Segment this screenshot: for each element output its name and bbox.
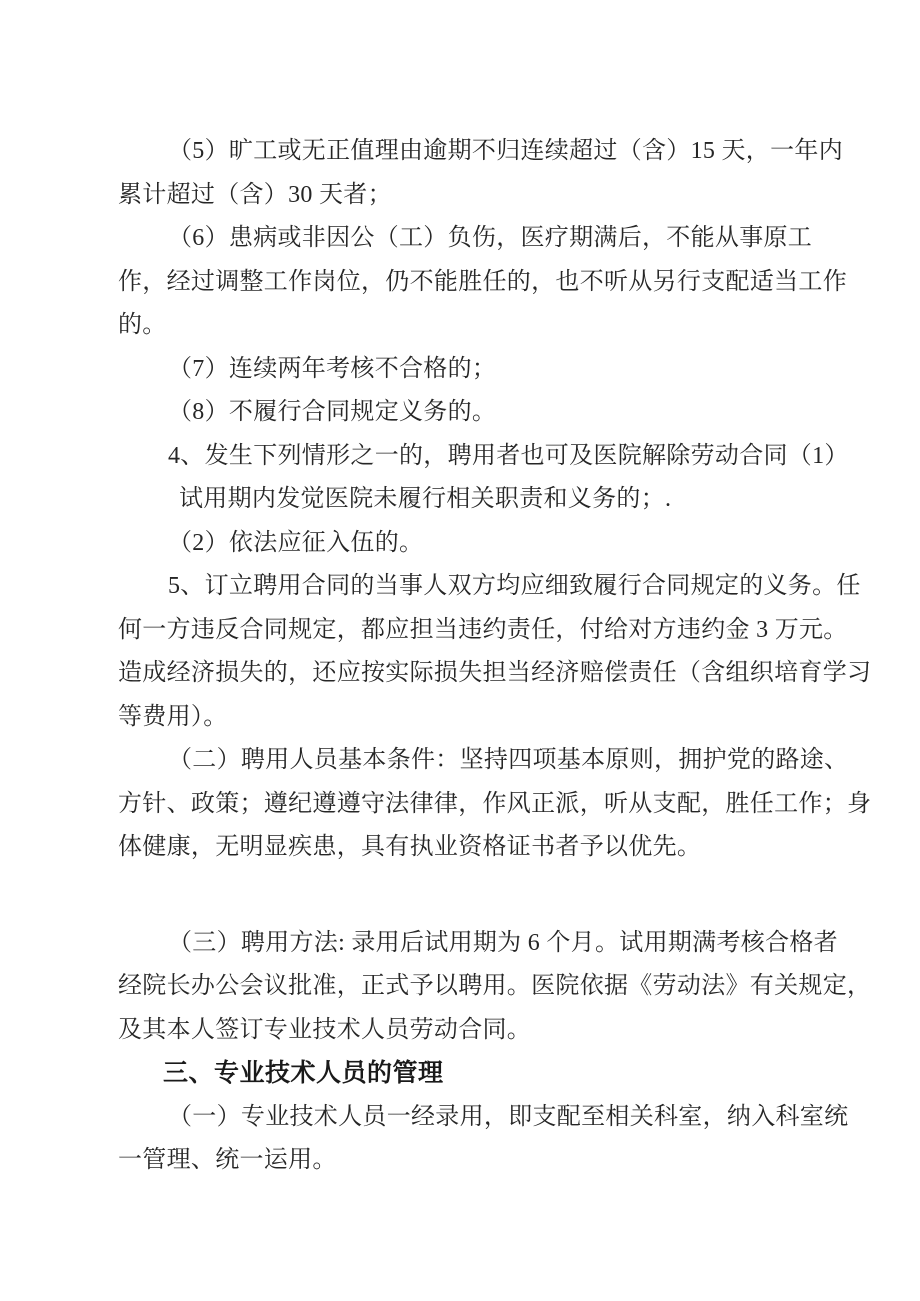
text-line: （6）患病或非因公（工）负伤，医疗期满后，不能从事原工: [168, 225, 813, 251]
text-line: 体健康，无明显疾患，具有执业资格证书者予以优先。: [118, 834, 702, 860]
text-line: （2）依法应征入伍的。: [168, 529, 424, 556]
text-line: 4、发生下列情形之一的，聘用者也可及医院解除劳动合同（1）: [168, 442, 849, 469]
text-line: （三）聘用方法: 录用后试用期为 6 个月。试用期满考核合格者: [168, 929, 838, 956]
text-line: 及其本人签订专业技术人员劳动合同。: [118, 1016, 532, 1043]
document-body: [118, 130, 872, 1183]
text-line: 等费用）。: [118, 703, 228, 730]
text-line: 何一方违反合同规定，都应担当违约责任，付给对方违约金 3 万元。: [118, 616, 848, 643]
text-line: 作，经过调整工作岗位，仍不能胜任的，也不听从另行支配适当工作: [118, 268, 847, 295]
text-line: （二）聘用人员基本条件：坚持四项基本原则，拥护党的路途、: [168, 747, 849, 773]
text-line: （7）连续两年考核不合格的；: [168, 355, 497, 382]
text-line: 经院长办公会议批准，正式予以聘用。医院依据《劳动法》有关规定，: [118, 973, 872, 999]
text-line: 试用期内发觉医院未履行相关职责和义务的；.: [179, 486, 672, 512]
text-line: 累计超过（含）30 天者；: [118, 181, 392, 208]
section-heading: 三、专业技术人员的管理: [163, 1059, 444, 1087]
text-line: 方针、政策；遵纪遵遵守法律律，作风正派，听从支配，胜任工作；身: [118, 790, 872, 817]
text-line: （一）专业技术人员一经录用，即支配至相关科室，纳入科室统: [168, 1103, 849, 1130]
text-line: （5）旷工或无正值理由逾期不归连续超过（含）15 天，一年内: [168, 138, 843, 164]
text-line: 的。: [118, 312, 167, 338]
text-line: （8）不履行合同规定义务的。: [168, 399, 497, 425]
blank-line: [118, 870, 863, 922]
text-line: 造成经济损失的，还应按实际损失担当经济赔偿责任（含组织培育学习: [118, 660, 872, 686]
text-line: 5、订立聘用合同的当事人双方均应细致履行合同规定的义务。任: [168, 573, 861, 599]
text-line: 一管理、统一运用。: [118, 1147, 337, 1173]
